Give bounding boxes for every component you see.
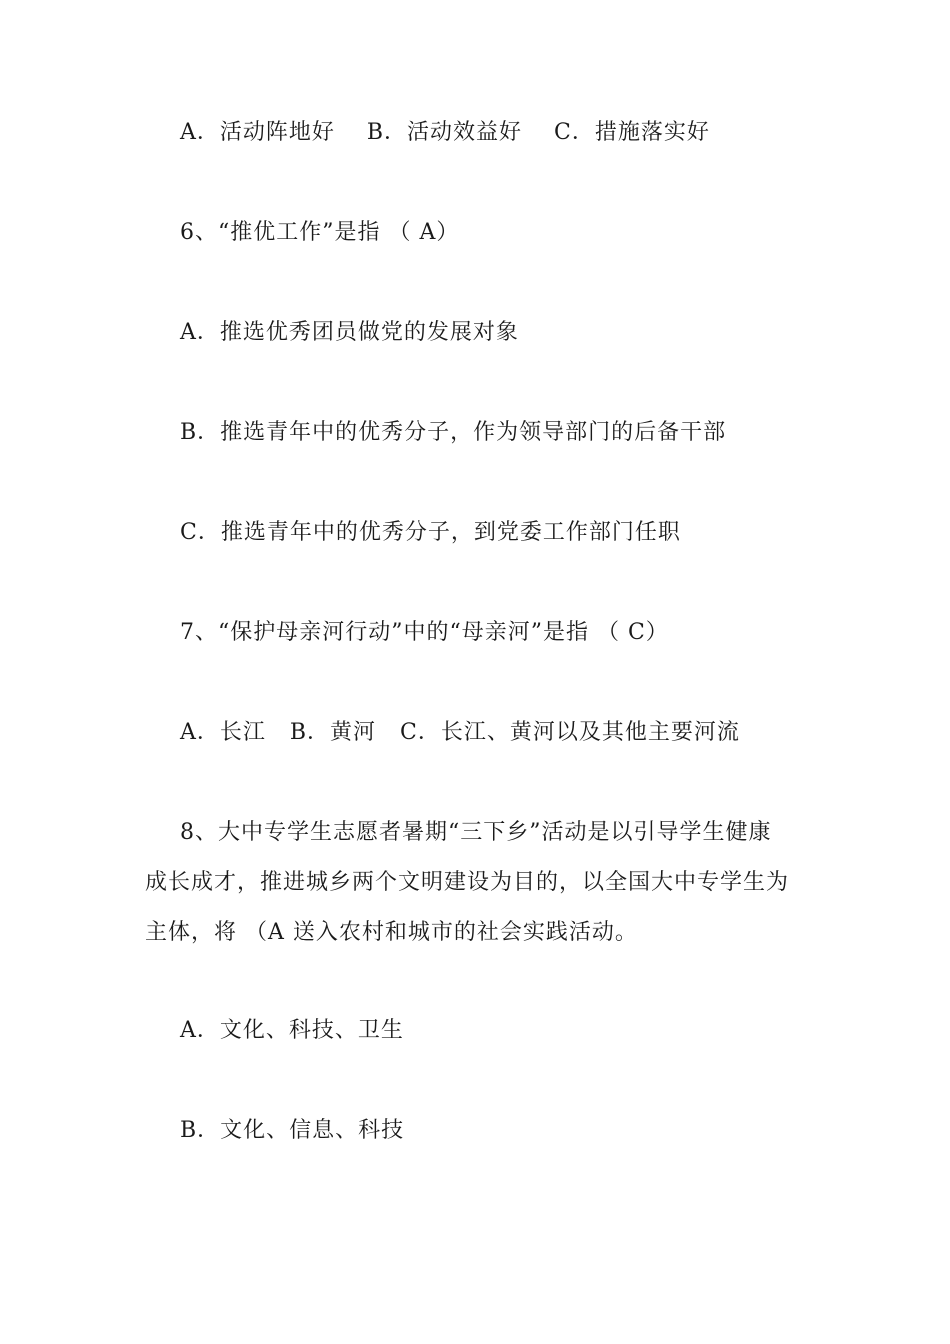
q6-question: 6、“推优工作”是指 （ A） bbox=[180, 220, 460, 245]
q6-option-c: C．推选青年中的优秀分子，到党委工作部门任职 bbox=[180, 520, 681, 545]
q8-question-line-2: 成长成才，推进城乡两个文明建设为目的，以全国大中专学生为 bbox=[145, 870, 790, 895]
q5-options: A．活动阵地好 B．活动效益好 C．措施落实好 bbox=[180, 120, 710, 145]
q8-question bbox=[145, 808, 825, 958]
q6-option-b: B．推选青年中的优秀分子，作为领导部门的后备干部 bbox=[180, 420, 727, 445]
q7-question: 7、“保护母亲河行动”中的“母亲河”是指 （ C） bbox=[180, 620, 669, 645]
q8-question-line-3: 主体，将 （A 送入农村和城市的社会实践活动。 bbox=[145, 920, 638, 945]
q8-option-a: A．文化、科技、卫生 bbox=[180, 1018, 404, 1043]
q8-question-line-1: 8、大中专学生志愿者暑期“三下乡”活动是以引导学生健康 bbox=[180, 820, 772, 845]
q6-option-a: A．推选优秀团员做党的发展对象 bbox=[180, 320, 519, 345]
q8-option-b: B．文化、信息、科技 bbox=[180, 1118, 405, 1143]
q7-options: A．长江 B．黄河 C．长江、黄河以及其他主要河流 bbox=[180, 720, 740, 745]
